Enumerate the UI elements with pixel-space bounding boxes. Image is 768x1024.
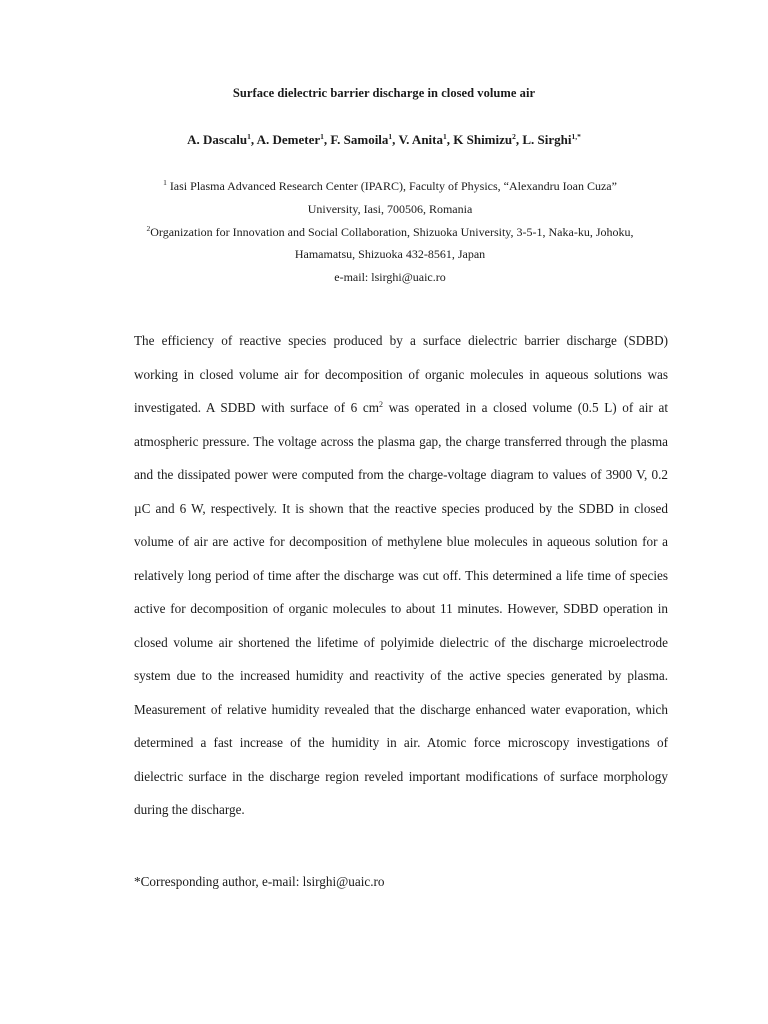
affiliation-mark: 2 [146, 223, 151, 233]
abstract-text: was operated in a closed volume (0.5 L) of air at atmospheric pressure. The voltage across the plasma gap, the charge transferred through the plasma and the dissipated power were computed from the charge-voltage diagram to values of 3900 V, 0.2 µC and 6 W, respectively. It is shown that the reactive species produced by the SDBD in closed volume of air are active for decomposition of methylene blue molecules in aqueous solution for a relatively long period of time after the discharge was cut off. This determined a life time of species active for decomposition of organic molecules to about 11 minutes. However, SDBD operation in closed volume air shortened the lifetime of polyimide dielectric of the discharge microelectrode system due to the increased humidity and reactivity of the active species generated by plasma. Measurement of relative humidity revealed that the discharge enhanced water evaporation, which determined a fast increase of the humidity in air. Atomic force microscopy investigations of dielectric surface in the discharge region reveled important modifications of surface morphology during the discharge. [134, 400, 668, 817]
author-name: L. Sirghi [522, 132, 572, 147]
unit-superscript: 2 [378, 400, 383, 409]
author-separator: , [250, 132, 257, 147]
author-name: F. Samoila [330, 132, 389, 147]
affiliation-block [120, 175, 660, 289]
author-separator: , [515, 132, 523, 147]
author-affiliation-mark: 1,* [571, 132, 581, 141]
contact-email: e-mail: lsirghi@uaic.ro [334, 270, 446, 285]
author-affiliation-mark: 1 [443, 132, 447, 141]
author-affiliation-mark: 2 [512, 132, 516, 141]
author-affiliation-mark: 1 [247, 132, 251, 141]
author-name: A. Dascalu [187, 132, 248, 147]
author-name: V. Anita [398, 132, 443, 147]
author-name: K Shimizu [453, 132, 513, 147]
corresponding-author-footnote: *Corresponding author, e-mail: lsirghi@uaic.ro [134, 874, 385, 889]
affiliation-1-line-2: University, Iasi, 700506, Romania [307, 201, 473, 216]
author-separator: , [392, 132, 399, 147]
affiliation-1-line-1 [120, 175, 660, 198]
author-affiliation-mark: 1 [388, 132, 393, 141]
author-separator: , [323, 132, 331, 147]
affiliation-text: Iasi Plasma Advanced Research Center (IPARC), Faculty of Physics, “Alexandru Ioan Cuza” [166, 179, 617, 193]
abstract [134, 324, 668, 827]
affiliation-2-line-1 [120, 221, 660, 244]
author-separator: , [446, 132, 454, 147]
author-affiliation-mark: 1 [320, 132, 324, 141]
paper-title: Surface dielectric barrier discharge in closed volume air [232, 86, 536, 100]
affiliation-2-line-2: Hamamatsu, Shizuoka 432-8561, Japan [294, 247, 486, 262]
affiliation-mark: 1 [163, 178, 167, 187]
abstract-text: The efficiency of reactive species produced by a surface dielectric barrier discharge (SDBD) working in closed volume air for decomposition of organic molecules in aqueous solutions was investigated. A SDBD with surface of 6 cm [134, 333, 668, 415]
author-name: A. Demeter [256, 132, 321, 147]
affiliation-text: Organization for Innovation and Social Collaboration, Shizuoka University, 3-5-1, Naka-ku, Johoku, [150, 224, 634, 239]
author-list [0, 132, 768, 148]
